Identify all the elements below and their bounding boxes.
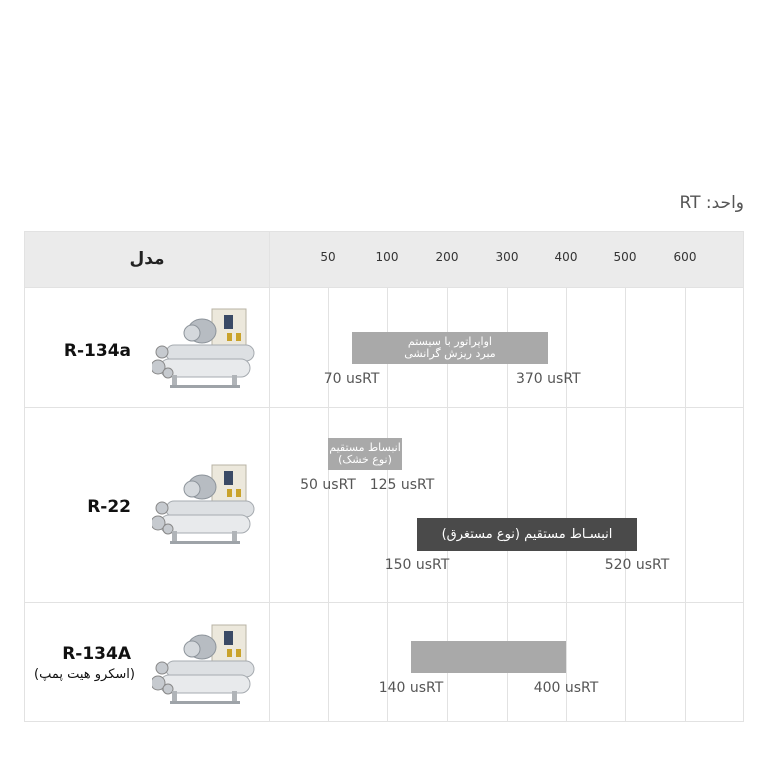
chiller-part — [184, 325, 200, 341]
model-subtitle-screw-heat-pump: (اسکرو هیت پمپ) — [34, 667, 135, 682]
chiller-part — [184, 481, 200, 497]
chiller-part — [160, 359, 250, 377]
capacity-bar: انبسـاط مستقیم (نوع مستغرق) — [417, 518, 637, 551]
capacity-chart-table — [24, 231, 744, 722]
bar-end-label: 370 usRT — [515, 371, 581, 387]
row-divider — [25, 407, 743, 408]
chiller-part — [170, 541, 240, 544]
tick-label: 300 — [495, 250, 519, 264]
model-column-header: مدل — [129, 249, 165, 269]
chiller-part — [236, 333, 241, 341]
column-divider — [269, 232, 270, 721]
tick-label: 500 — [613, 250, 637, 264]
row-divider — [25, 602, 743, 603]
grid-line — [328, 287, 329, 721]
tick-label: 600 — [673, 250, 697, 264]
grid-line — [685, 287, 686, 721]
chiller-part — [227, 649, 232, 657]
tick-label: 200 — [435, 250, 459, 264]
grid-line — [566, 287, 567, 721]
chiller-part — [227, 333, 232, 341]
capacity-bar: اواپراتور با سیستم مبرد ریزش گرانشی — [352, 332, 549, 364]
model-name-r22: R-22 — [87, 497, 131, 517]
chiller-part — [224, 471, 233, 485]
unit-label: واحد: RT — [679, 193, 744, 213]
chiller-part — [156, 662, 168, 674]
bar-end-label: 520 usRT — [604, 557, 670, 573]
chiller-unit-image — [152, 463, 258, 545]
chiller-part — [160, 515, 250, 533]
row-divider — [25, 287, 743, 288]
capacity-bar: انبساط مستقیم (نوع خشک) — [328, 438, 402, 470]
chiller-part — [170, 701, 240, 704]
chiller-part — [224, 315, 233, 329]
chiller-part — [160, 675, 250, 693]
chiller-part — [170, 385, 240, 388]
bar-start-label: 140 usRT — [378, 680, 444, 696]
bar-start-label: 70 usRT — [323, 371, 380, 387]
bar-end-label: 400 usRT — [533, 680, 599, 696]
chiller-part — [227, 489, 232, 497]
chiller-part — [163, 524, 173, 534]
chiller-part — [163, 684, 173, 694]
chiller-part — [156, 502, 168, 514]
chiller-unit-image — [152, 307, 258, 389]
bar-start-label: 50 usRT — [300, 477, 356, 493]
chiller-part — [236, 649, 241, 657]
chiller-part — [184, 641, 200, 657]
grid-line — [625, 287, 626, 721]
bar-end-label: 125 usRT — [369, 477, 435, 493]
tick-label: 50 — [320, 250, 336, 264]
chiller-part — [163, 368, 173, 378]
chiller-part — [156, 346, 168, 358]
model-name-r134a-screw: R-134A — [62, 644, 131, 664]
capacity-bar — [411, 641, 566, 673]
model-name-r134a: R-134a — [63, 341, 131, 361]
bar-start-label: 150 usRT — [384, 557, 450, 573]
tick-label: 400 — [554, 250, 578, 264]
chiller-unit-image — [152, 623, 258, 705]
chiller-part — [236, 489, 241, 497]
chiller-part — [224, 631, 233, 645]
tick-label: 100 — [375, 250, 399, 264]
